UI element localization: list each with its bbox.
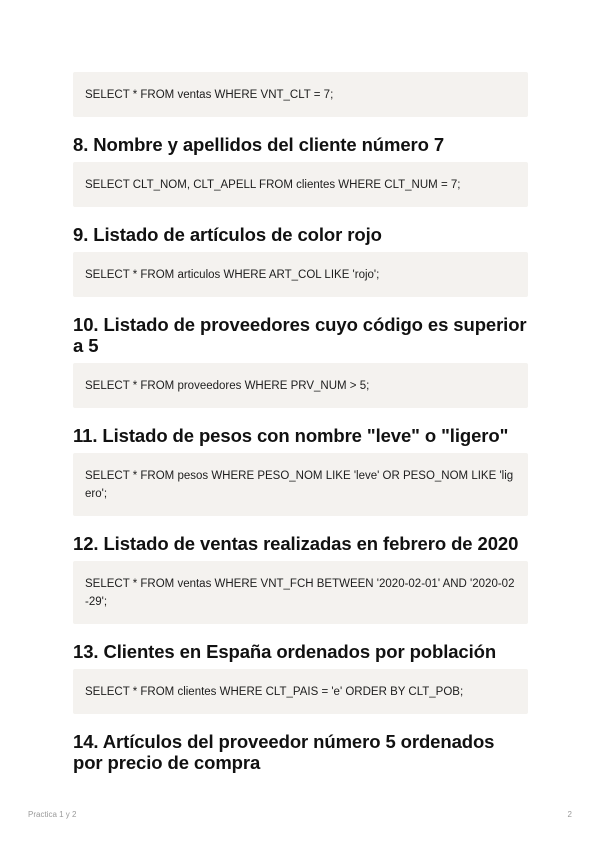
code-block-13: SELECT * FROM clientes WHERE CLT_PAIS = 'e' ORDER BY CLT_POB;: [73, 669, 528, 714]
code-block-7: SELECT * FROM ventas WHERE VNT_CLT = 7;: [73, 72, 528, 117]
heading-13: 13. Clientes en España ordenados por población: [73, 641, 497, 662]
heading-9: 9. Listado de artículos de color rojo: [73, 224, 382, 245]
code-block-12: SELECT * FROM ventas WHERE VNT_FCH BETWEEN '2020-02-01' AND '2020-02-29';: [73, 561, 528, 624]
code-block-8: SELECT CLT_NOM, CLT_APELL FROM clientes WHERE CLT_NUM = 7;: [73, 162, 528, 207]
heading-14: 14. Artículos del proveedor número 5 ordenados por precio de compra: [73, 731, 495, 773]
page-number: 2: [567, 810, 572, 819]
heading-11: 11. Listado de pesos con nombre "leve" o "ligero": [73, 425, 509, 446]
heading-12: 12. Listado de ventas realizadas en febrero de 2020: [73, 533, 519, 554]
code-block-9: SELECT * FROM articulos WHERE ART_COL LIKE 'rojo';: [73, 252, 528, 297]
footer-title: Practica 1 y 2: [28, 810, 77, 819]
code-block-10: SELECT * FROM proveedores WHERE PRV_NUM > 5;: [73, 363, 528, 408]
heading-10: 10. Listado de proveedores cuyo código es superior a 5: [73, 314, 527, 356]
code-block-11: SELECT * FROM pesos WHERE PESO_NOM LIKE 'leve' OR PESO_NOM LIKE 'ligero';: [73, 453, 528, 516]
heading-8: 8. Nombre y apellidos del cliente número 7: [73, 134, 445, 155]
page-content: [73, 72, 528, 780]
